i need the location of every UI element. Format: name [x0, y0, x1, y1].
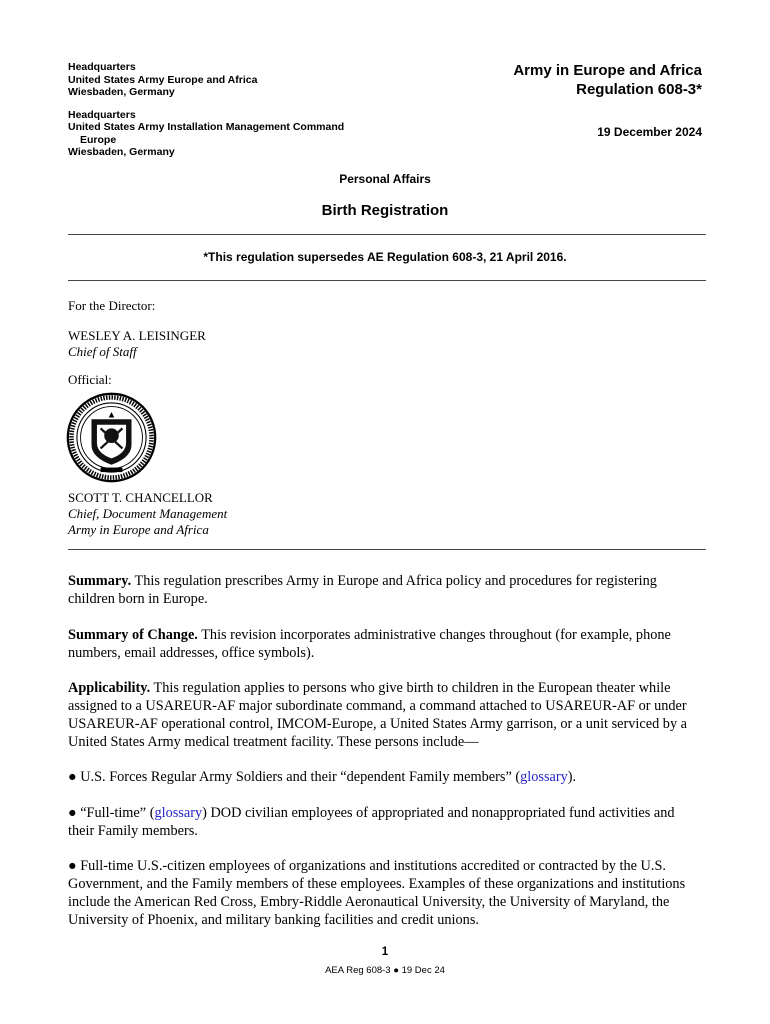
page-footer: AEA Reg 608-3 ● 19 Dec 24	[325, 965, 445, 976]
headquarters-block	[68, 61, 344, 159]
summary-of-change-text: This revision incorporates administrative changes throughout (for example, phone numbers, email addresses, office symbols).	[68, 627, 671, 661]
signer-title: Chief, Document Management	[68, 506, 228, 521]
hq-line: Headquarters	[68, 61, 136, 73]
signer-organization: Army in Europe and Africa	[68, 522, 209, 537]
summary-paragraph	[68, 572, 704, 608]
regulation-header	[513, 61, 702, 139]
page-number: 1	[381, 946, 389, 958]
bullet-item: ● Full-time U.S.-citizen employees of organizations and institutions accredited or contracted by the U.S. Government, and the Family members of these employees. Examples of these organizations and institutions include the American Red Cross, Embry-Riddle Aeronautical University, the University of Maryland, the University of Phoenix, and military banking facilities and credit unions.	[68, 858, 686, 928]
applicability-paragraph	[68, 679, 704, 751]
divider	[68, 549, 706, 550]
summary-of-change-label: Summary of Change.	[68, 627, 198, 643]
summary-text: This regulation prescribes Army in Europe and Africa policy and procedures for registering children born in Europe.	[68, 573, 657, 607]
applicability-label: Applicability.	[68, 680, 151, 696]
hq-line: Headquarters	[68, 108, 136, 121]
official-label: Official:	[68, 372, 112, 387]
summary-label: Summary.	[68, 573, 132, 589]
bullet-item: ● “Full-time” (glossary) DOD civilian employees of appropriated and nonappropriated fund activities and their Family members.	[68, 805, 675, 839]
regulation-date: 19 December 2024	[597, 125, 702, 139]
regulation-title-line-2: Regulation 608-3*	[576, 81, 702, 98]
applicability-text: This regulation applies to persons who give birth to children in the European theater while assigned to a USAREUR-AF major subordinate command, a command attached to USAREUR-AF or under USAREUR-AF operational control, IMCOM-Europe, a United States Army garrison, or a unit serviced by a United States Army medical treatment facility. These persons include—	[68, 680, 688, 750]
document-title: Birth Registration	[321, 202, 449, 219]
signer-name: WESLEY A. LEISINGER	[68, 328, 206, 343]
summary-of-change-paragraph	[68, 626, 704, 662]
hq-line: Wiesbaden, Germany	[68, 86, 175, 98]
regulation-title-line-1: Army in Europe and Africa	[513, 62, 702, 79]
for-director: For the Director:	[68, 298, 156, 313]
signer-title: Chief of Staff	[68, 344, 137, 359]
hq-line: United States Army Installation Management Command	[68, 121, 345, 133]
hq-line: Wiesbaden, Germany	[68, 146, 175, 158]
supersedes-note: *This regulation supersedes AE Regulation 608-3, 21 April 2016.	[203, 250, 567, 264]
signature-block-1	[68, 328, 206, 360]
divider	[68, 280, 706, 281]
divider	[68, 234, 706, 235]
bullet-item: ● U.S. Forces Regular Army Soldiers and their “dependent Family members” (glossary).	[68, 769, 577, 785]
signature-block-2	[68, 490, 227, 538]
hq-line: United States Army Europe and Africa	[68, 73, 258, 86]
army-seal-icon	[66, 392, 157, 483]
signer-name: SCOTT T. CHANCELLOR	[68, 490, 213, 505]
glossary-link[interactable]: glossary	[154, 805, 203, 821]
hq-line: Europe	[80, 133, 117, 146]
subject-heading: Personal Affairs	[339, 172, 431, 186]
glossary-link[interactable]: glossary	[520, 769, 568, 785]
